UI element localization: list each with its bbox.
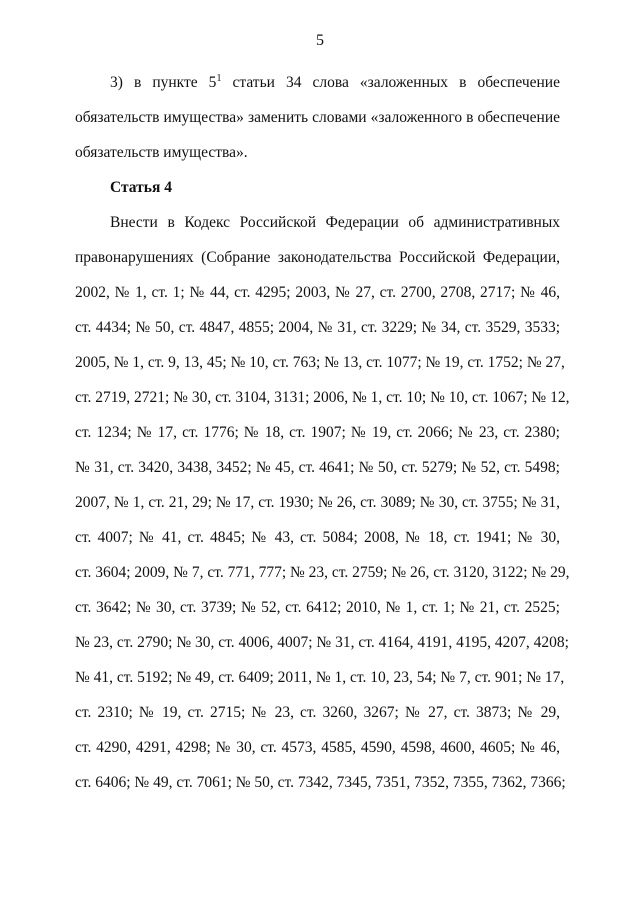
article-line: ст. 3604; 2009, № 7, ст. 771, 777; № 23, ст. 2759; № 26, ст. 3120, 3122; № 29, xyxy=(75,564,570,581)
article-line: № 23, ст. 2790; № 30, ст. 4006, 4007; № 31, ст. 4164, 4191, 4195, 4207, 4208; xyxy=(75,634,569,651)
item-3-line-2: обязательств имущества» заменить словами «заложенного в обеспечение xyxy=(75,109,560,126)
superscript: 1 xyxy=(216,73,222,84)
article-line: № 41, ст. 5192; № 49, ст. 6409; 2011, № 1, ст. 10, 23, 54; № 7, ст. 901; № 17, xyxy=(75,669,565,686)
article-line: 2005, № 1, ст. 9, 13, 45; № 10, ст. 763; № 13, ст. 1077; № 19, ст. 1752; № 27, xyxy=(75,354,565,371)
article-line: ст. 2719, 2721; № 30, ст. 3104, 3131; 2006, № 1, ст. 10; № 10, ст. 1067; № 12, xyxy=(75,389,570,406)
page-number: 5 xyxy=(316,32,324,49)
article-line: ст. 4434; № 50, ст. 4847, 4855; 2004, № 31, ст. 3229; № 34, ст. 3529, 3533; xyxy=(75,319,560,336)
article-line: ст. 3642; № 30, ст. 3739; № 52, ст. 6412; 2010, № 1, ст. 1; № 21, ст. 2525; xyxy=(75,599,560,616)
article-line: правонарушениях (Собрание законодательства Российской Федерации, xyxy=(75,249,560,266)
article-heading: Статья 4 xyxy=(110,179,172,196)
article-line: 2002, № 1, ст. 1; № 44, ст. 4295; 2003, № 27, ст. 2700, 2708, 2717; № 46, xyxy=(75,284,560,301)
article-line: № 31, ст. 3420, 3438, 3452; № 45, ст. 4641; № 50, ст. 5279; № 52, ст. 5498; xyxy=(75,459,560,476)
article-line: Внести в Кодекс Российской Федерации об административных xyxy=(110,214,560,231)
item-3-line-3: обязательств имущества». xyxy=(75,144,248,161)
article-line: ст. 2310; № 19, ст. 2715; № 23, ст. 3260, 3267; № 27, ст. 3873; № 29, xyxy=(75,704,560,721)
item-3-line-1: 3) в пункте $5^1$ статьи 34 слова «заложенных в обеспечение xyxy=(110,73,560,91)
article-line: ст. 4007; № 41, ст. 4845; № 43, ст. 5084; 2008, № 18, ст. 1941; № 30, xyxy=(75,529,560,546)
article-line: 2007, № 1, ст. 21, 29; № 17, ст. 1930; № 26, ст. 3089; № 30, ст. 3755; № 31, xyxy=(75,494,560,511)
article-line: ст. 6406; № 49, ст. 7061; № 50, ст. 7342, 7345, 7351, 7352, 7355, 7362, 7366; xyxy=(75,774,566,791)
article-line: ст. 4290, 4291, 4298; № 30, ст. 4573, 4585, 4590, 4598, 4600, 4605; № 46, xyxy=(75,739,560,756)
article-line: ст. 1234; № 17, ст. 1776; № 18, ст. 1907; № 19, ст. 2066; № 23, ст. 2380; xyxy=(75,424,560,441)
